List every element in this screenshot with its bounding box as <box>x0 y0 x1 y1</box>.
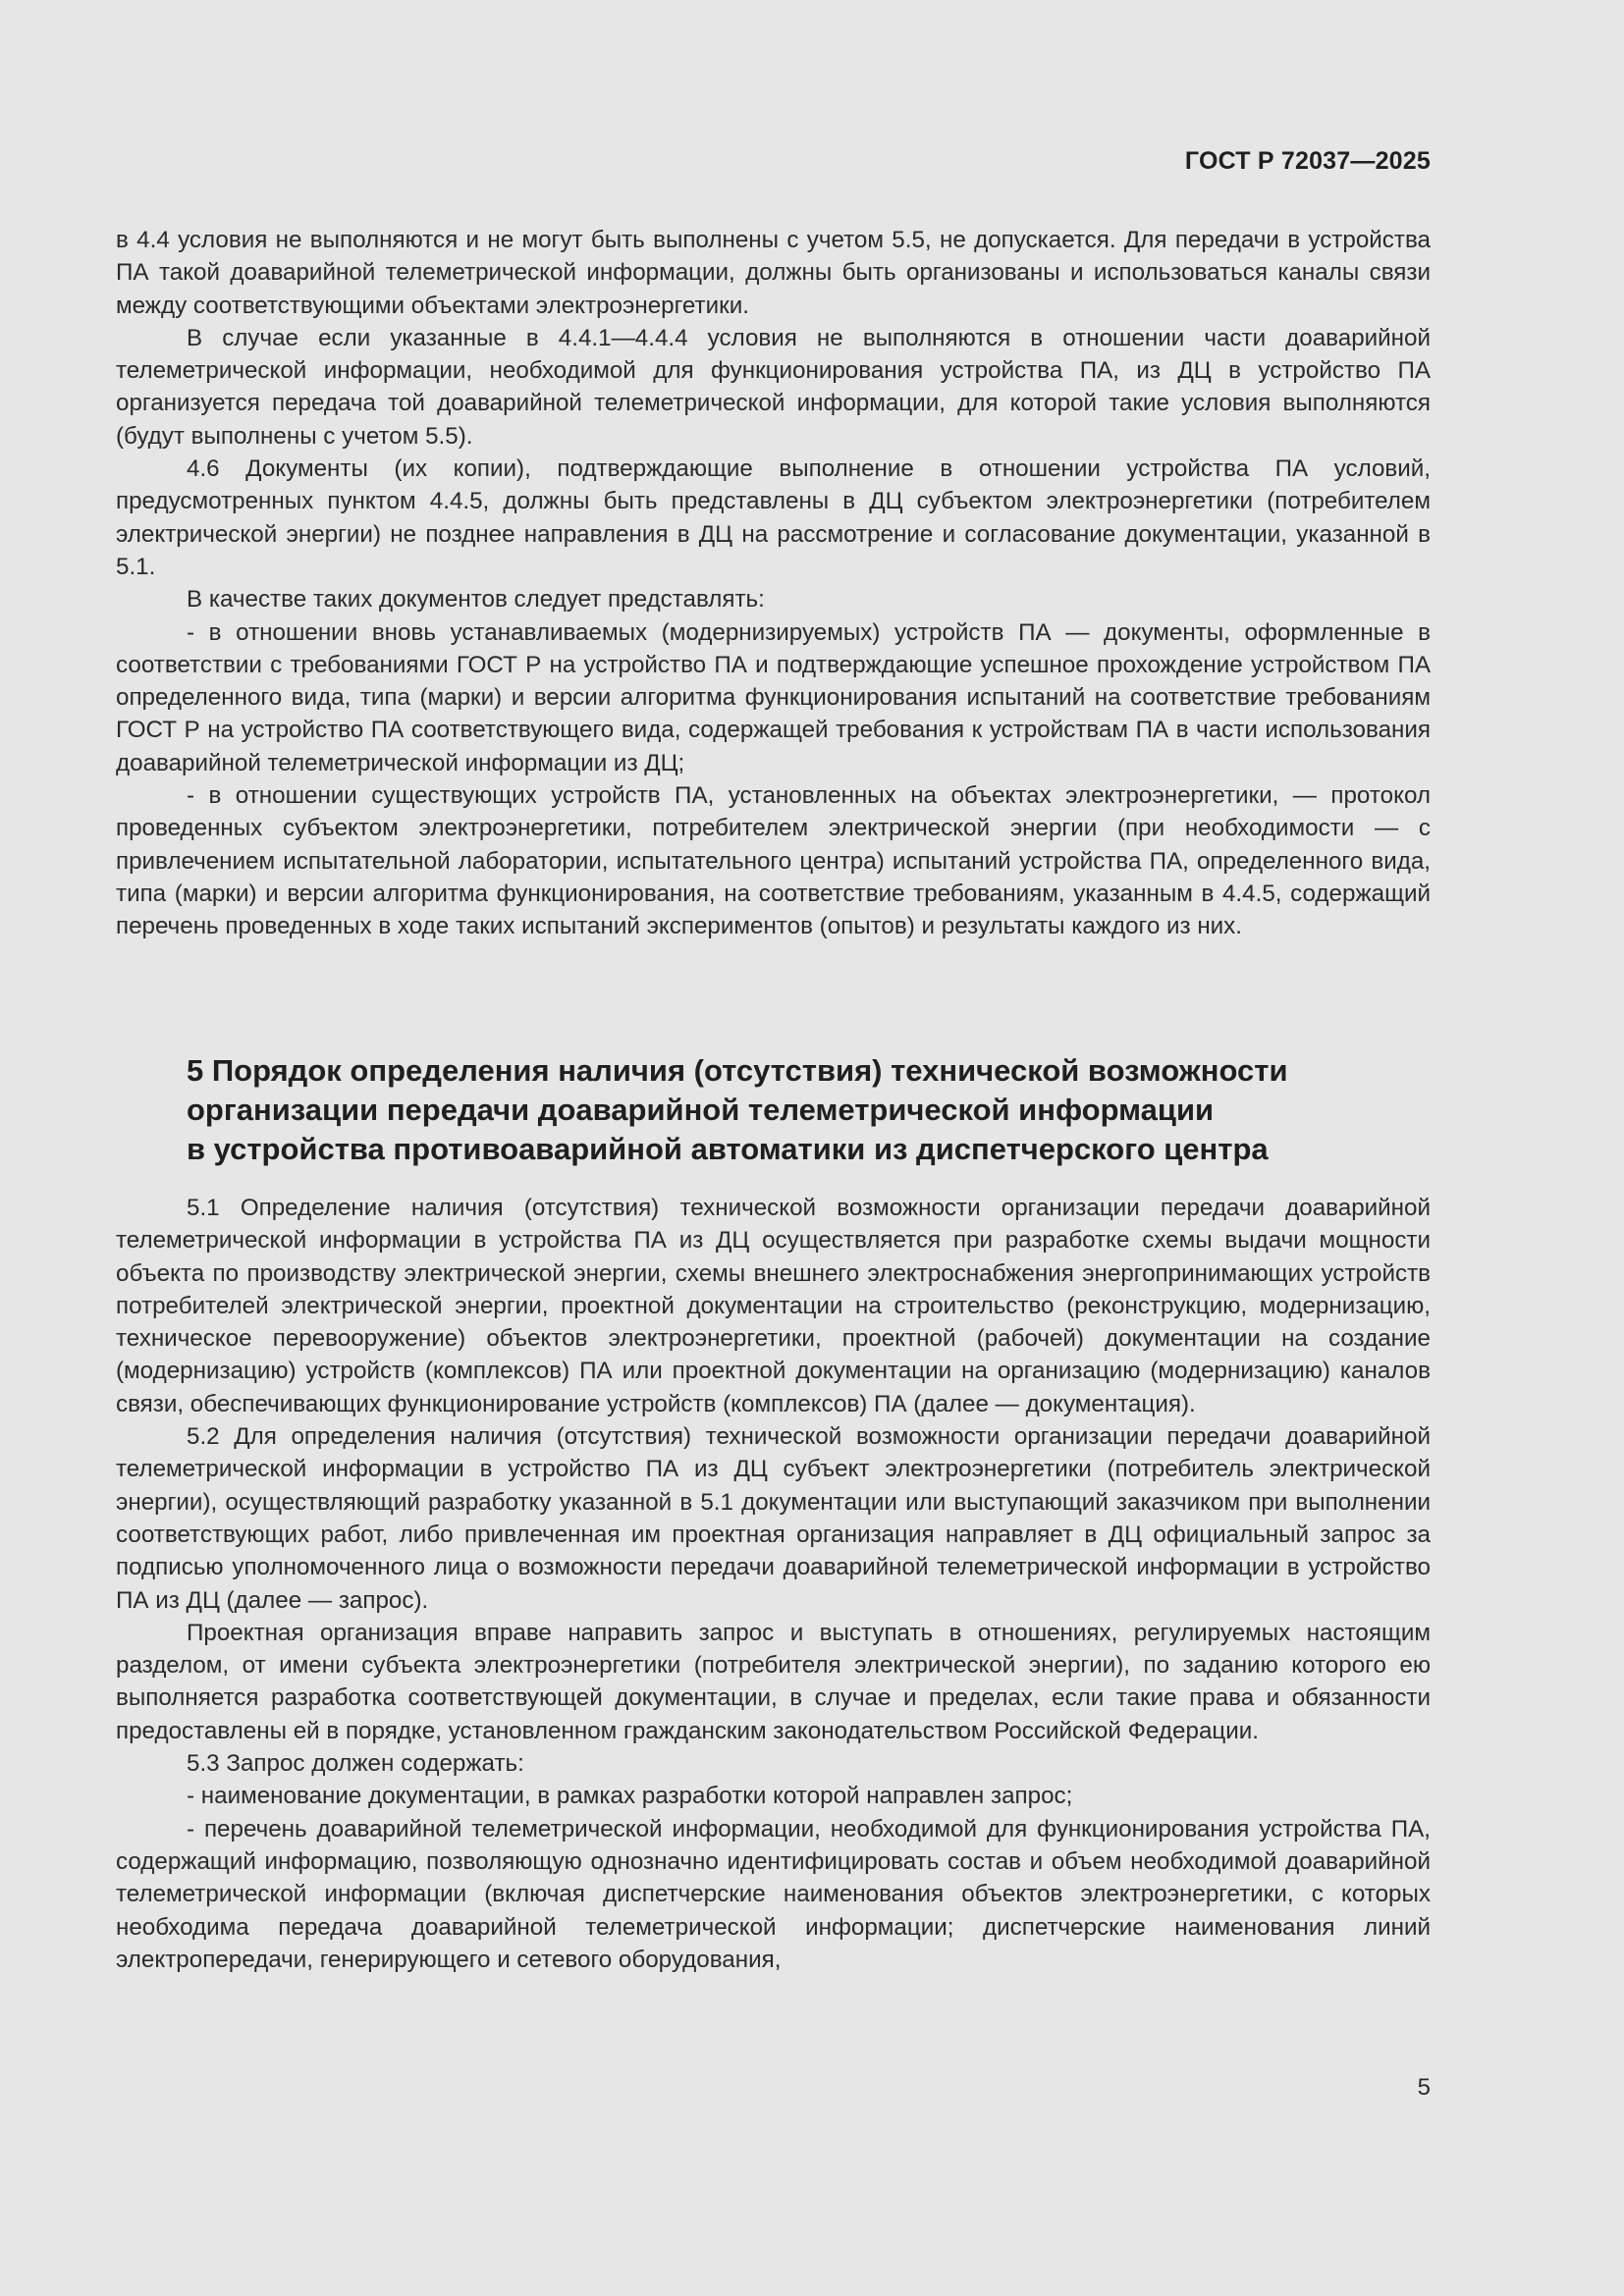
paragraph: В качестве таких документов следует представлять: <box>187 586 765 614</box>
list-item: - в отношении вновь устанавливаемых (модернизируемых) устройств ПА — документы, оформленные в соответствии с требованиями ГОСТ Р на устройство ПА и подтверждающие успешное прохождение устройством ПА определенного вида, типа (марки) и версии алгоритма функционирования испытаний на соответствие требованиям ГОСТ Р на устройство ПА соответствующего вида, содержащей требования к устройствам ПА в части использования доаварийной телеметрической информации из ДЦ; <box>116 618 1431 776</box>
body-text-top <box>116 224 1431 943</box>
heading-line: в устройства противоаварийной автоматики из диспетчерского центра <box>187 1132 1269 1166</box>
section-heading <box>187 1051 1404 1169</box>
list-item: - перечень доаварийной телеметрической информации, необходимой для функционирования устройства ПА, содержащий информацию, позволяющую однозначно идентифицировать состав и объем необходимой доаварийной телеметрической информации (включая диспетчерские наименования объектов электроэнергетики, с которых необходима передача доаварийной телеметрической информации; диспетчерские наименования линий электропередачи, генерирующего и сетевого оборудования, <box>116 1815 1431 1973</box>
paragraph: 5.2 Для определения наличия (отсутствия) технической возможности организации передачи доаварийной телеметрической информации в устройство ПА из ДЦ субъект электроэнергетики (потребитель электрической энергии), осуществляющий разработку указанной в 5.1 документации или выступающий заказчиком при выполнении соответствующих работ, либо привлеченная им проектная организация направляет в ДЦ официальный запрос за подписью уполномоченного лица о возможности передачи доаварийной телеметрической информации в устройство ПА из ДЦ (далее — запрос). <box>116 1423 1431 1614</box>
paragraph: 4.6 Документы (их копии), подтверждающие выполнение в отношении устройства ПА условий, предусмотренных пунктом 4.4.5, должны быть представлены в ДЦ субъектом электроэнергетики (потребителем электрической энергии) не позднее направления в ДЦ на рассмотрение и согласование документации, указанной в 5.1. <box>116 455 1431 580</box>
list-item: - в отношении существующих устройств ПА, установленных на объектах электроэнергетики, — протокол проведенных субъектом электроэнергетики, потребителем электрической энергии (при необходимости — с привлечением испытательной лаборатории, испытательного центра) испытаний устройства ПА, определенного вида, типа (марки) и версии алгоритма функционирования, на соответствие требованиям, указанным в 4.4.5, содержащий перечень проведенных в ходе таких испытаний экспериментов (опытов) и результаты каждого из них. <box>116 782 1431 940</box>
paragraph: В случае если указанные в 4.4.1—4.4.4 условия не выполняются в отношении части доаварийной телеметрической информации, необходимой для функционирования устройства ПА, из ДЦ в устройство ПА организуется передача той доаварийной телеметрической информации, для которой такие условия выполняются (будут выполнены с учетом 5.5). <box>116 324 1431 450</box>
document-header: ГОСТ Р 72037—2025 <box>1184 147 1431 175</box>
paragraph: Проектная организация вправе направить запрос и выступать в отношениях, регулируемых настоящим разделом, от имени субъекта электроэнергетики (потребителя электрической энергии), по заданию которого ею выполняется разработка соответствующей документации, в случае и пределах, если такие права и обязанности предоставлены ей в порядке, установленном гражданским законодательством Российской Федерации. <box>116 1619 1431 1744</box>
body-text-bottom <box>116 1192 1431 1976</box>
paragraph: 5.3 Запрос должен содержать: <box>187 1750 524 1778</box>
heading-line: 5 Порядок определения наличия (отсутствия) технической возможности <box>187 1053 1288 1088</box>
list-item: - наименование документации, в рамках разработки которой направлен запрос; <box>187 1783 1073 1810</box>
page-number: 5 <box>1417 2074 1431 2101</box>
paragraph: 5.1 Определение наличия (отсутствия) технической возможности организации передачи доаварийной телеметрической информации в устройства ПА из ДЦ осуществляется при разработке схемы выдачи мощности объекта по производству электрической энергии, схемы внешнего электроснабжения энергопринимающих устройств потребителей электрической энергии, проектной документации на строительство (реконструкцию, модернизацию, техническое перевооружение) объектов электроэнергетики, проектной (рабочей) документации на создание (модернизацию) устройств (комплексов) ПА или проектной документации на организацию (модернизацию) каналов связи, обеспечивающих функционирование устройств (комплексов) ПА (далее — документация). <box>116 1195 1431 1417</box>
paragraph: в 4.4 условия не выполняются и не могут быть выполнены с учетом 5.5, не допускается. Для передачи в устройства ПА такой доаварийной телеметрической информации, должны быть организованы и использоваться каналы связи между соответствующими объектами электроэнергетики. <box>116 227 1431 319</box>
heading-line: организации передачи доаварийной телеметрической информации <box>187 1093 1215 1127</box>
